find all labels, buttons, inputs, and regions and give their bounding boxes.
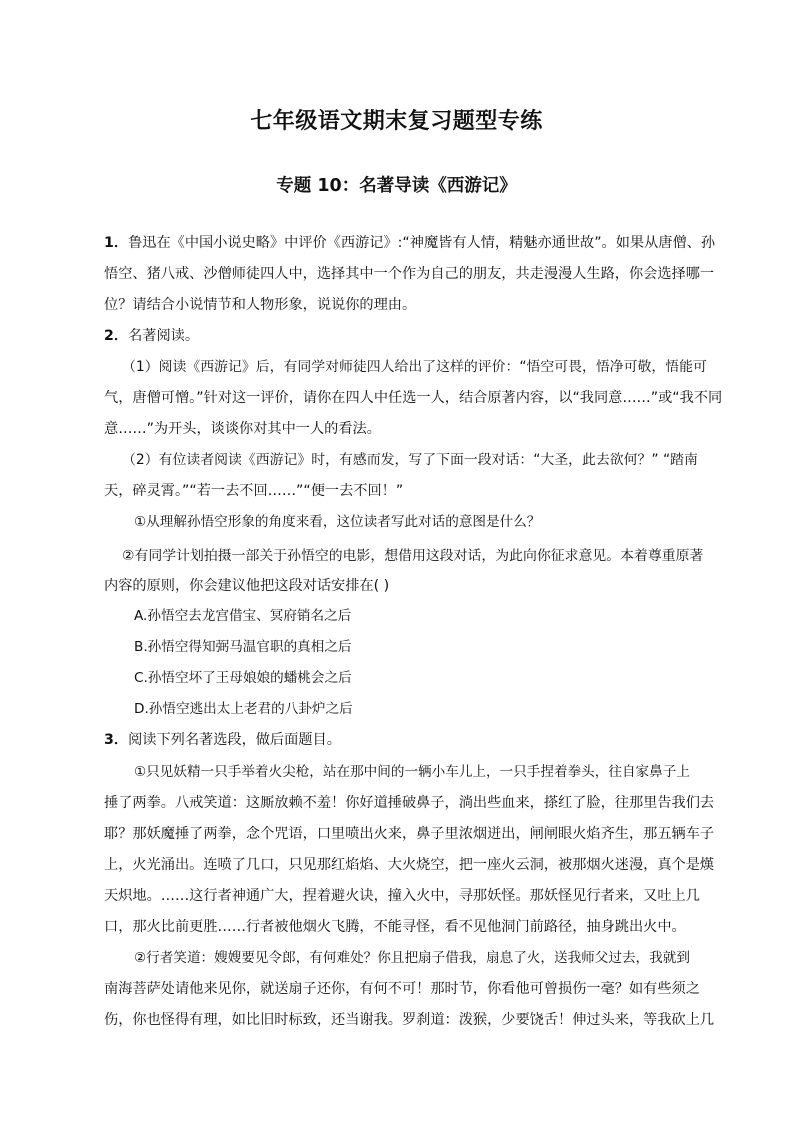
passage-2-line: ②行者笑道：嫂嫂要见令郎，有何难处？你且把扇子借我，扇息了火，送我师父过去，我就到 (134, 950, 690, 966)
text-line: （1）阅读《西游记》后，有同学对师徒四人给出了这样的评价：“悟空可畏，悟净可敬，悟能可 (122, 359, 707, 375)
document-title: 七年级语文期末复习题型专练 (250, 109, 543, 134)
text-line: 悟空、猪八戒、沙僧师徒四人中，选择其中一个作为自己的朋友，共走漫漫人生路，你会选择哪一 (104, 266, 715, 282)
option-b: B.孙悟空得知弼马温官职的真相之后 (134, 639, 352, 655)
passage-2-line: 南海菩萨处请他来见你，就送扇子还你，有何不可！那时节，你看他可曾损伤一毫？如有些须之 (104, 981, 700, 997)
option-d: D.孙悟空逃出太上老君的八卦炉之后 (134, 701, 353, 717)
passage-1-line: ①只见妖精一只手举着火尖枪，站在那中间的一辆小车儿上，一只手捏着拳头，往自家鼻子上 (134, 764, 690, 780)
text-line: 名著阅读。 (128, 328, 200, 344)
text-line: 天，碎灵霄。”“若一去不回……”“便一去不回！” (104, 483, 404, 499)
text-line: 内容的原则，你会建议他把这段对话安排在( ) (104, 578, 390, 594)
question-2-number: 2． (104, 328, 129, 344)
passage-2-line: 伤，你也怪得有理，如比旧时标致，还当谢我。罗刹道：泼猴，少要饶舌！伸过头来，等我砍上几 (104, 1012, 715, 1028)
passage-1-line: 捶了两拳。八戒笑道：这厮放赖不羞！你好道捶破鼻子，淌出些血来，搽红了脸，往那里告我们去 (104, 795, 715, 811)
text-line: 位？请结合小说情节和人物形象，说说你的理由。 (104, 297, 417, 313)
passage-1-line: 上，火光涌出。连喷了几口，只见那红焰焰、大火烧空，把一座火云洞，被那烟火迷漫，真个是熯 (104, 857, 715, 873)
text-line: 气，唐僧可憎。”针对这一评价，请你在四人中任选一人，结合原著内容，以“我同意……”或“我不同 (104, 390, 723, 406)
option-a: A.孙悟空去龙宫借宝、冥府销名之后 (134, 608, 352, 624)
text-line: （2）有位读者阅读《西游记》时，有感而发，写了下面一段对话：“大圣，此去欲何？” “踏南 (122, 452, 698, 468)
sub-question-2: ②有同学计划拍摄一部关于孙悟空的电影，想借用这段对话，为此向你征求意见。本着尊重原著 (122, 548, 704, 564)
text-line: 阅读下列名著选段，做后面题目。 (128, 732, 341, 748)
question-2-line-1 (104, 326, 724, 346)
passage-1-line: 耶？那妖魔捶了两拳，念个咒语，口里喷出火来，鼻子里浓烟迸出，闸闸眼火焰齐生，那五辆车子 (104, 826, 715, 842)
text-line: 意……”为开头，谈谈你对其中一人的看法。 (104, 421, 381, 437)
option-c: C.孙悟空坏了王母娘娘的蟠桃会之后 (134, 670, 352, 686)
text-line: 鲁迅在《中国小说史略》中评价《西游记》:“神魔皆有人情，精魅亦通世故”。如果从唐僧、孙 (128, 235, 716, 251)
document-subtitle: 专题 10：名著导读《西游记》 (276, 176, 517, 196)
passage-1-line: 天炽地。……这行者神通广大，捏着避火诀，撞入火中，寻那妖怪。那妖怪见行者来，又吐上几 (104, 888, 700, 904)
question-1-line-1 (104, 233, 724, 253)
question-3-number: 3． (104, 732, 129, 748)
sub-question-1: ①从理解孙悟空形象的角度来看，这位读者写此对话的意图是什么？ (134, 514, 541, 530)
passage-1-line: 口，那火比前更胜……行者被他烟火飞腾，不能寻怪，看不见他洞门前路径，抽身跳出火中。 (104, 919, 686, 935)
question-3-line-1 (104, 730, 724, 750)
question-1-number: 1． (104, 235, 129, 251)
